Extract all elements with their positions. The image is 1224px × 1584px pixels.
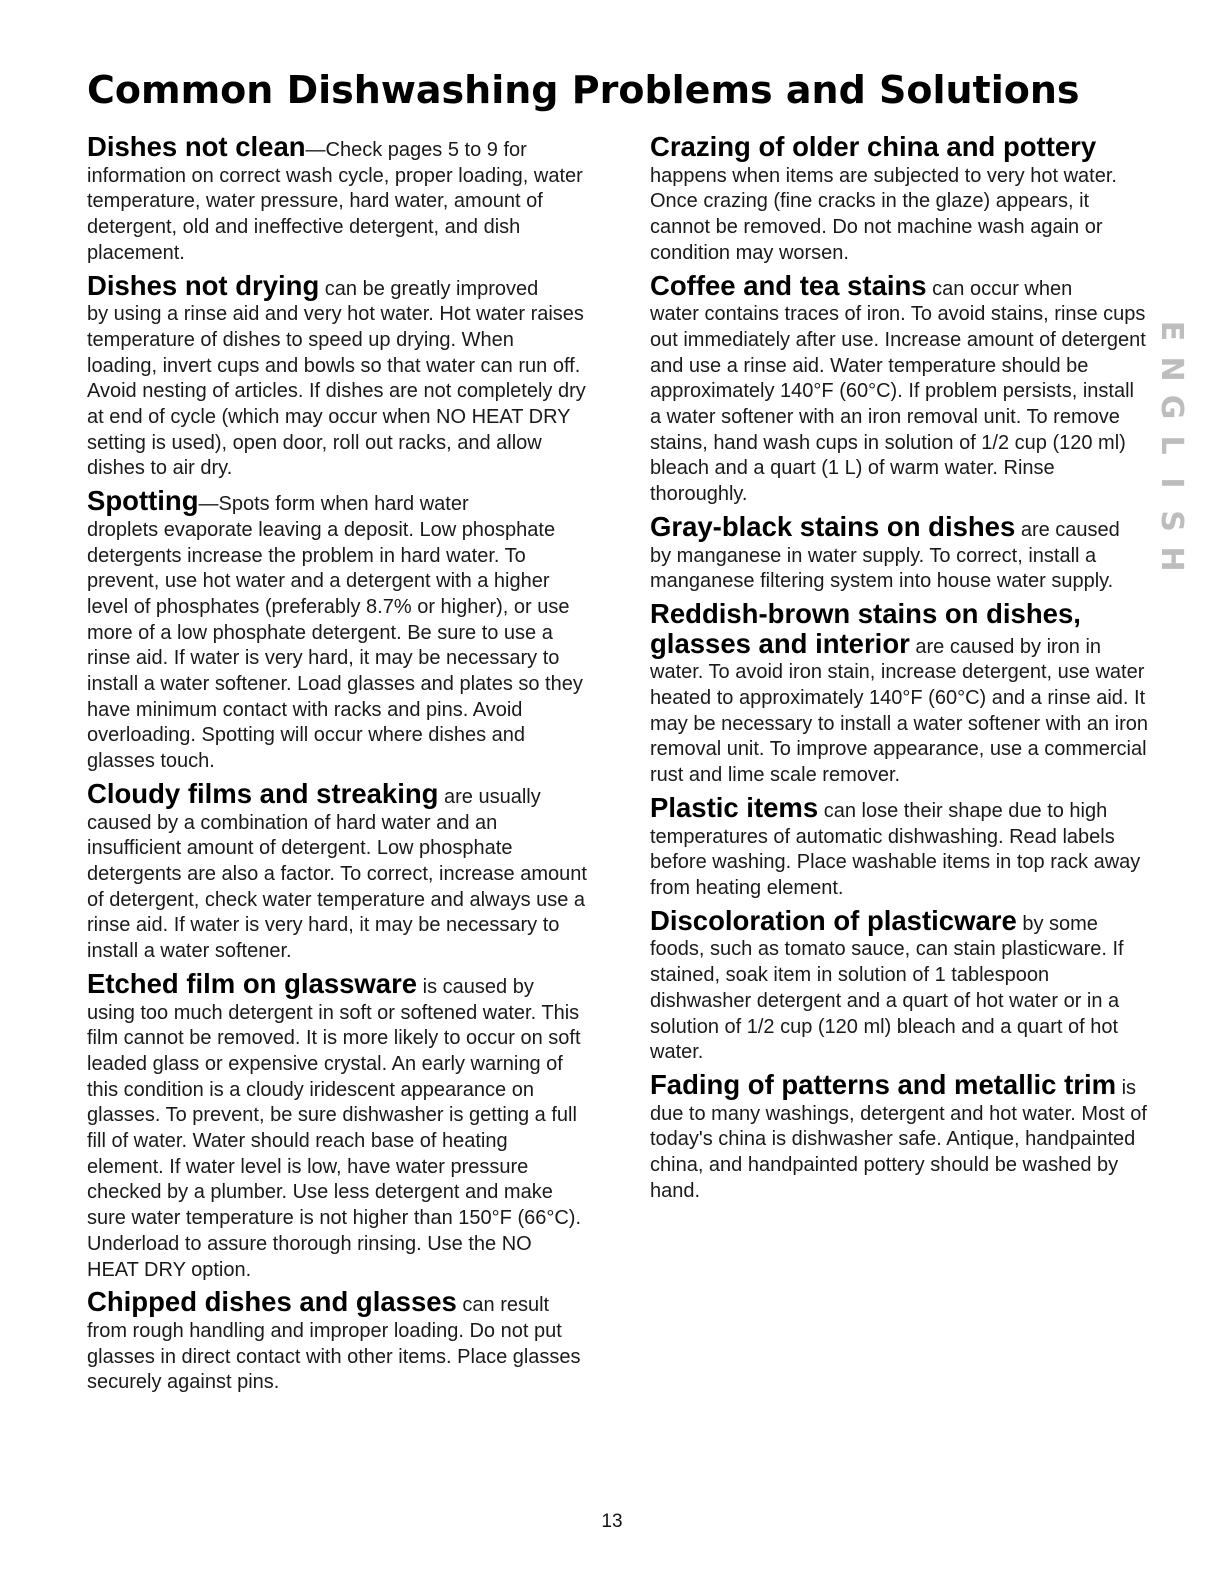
entry-plastic-items xyxy=(650,791,1150,902)
entry-dishes-not-clean xyxy=(87,131,587,267)
entry-chipped-dishes xyxy=(87,1286,587,1396)
entry-fading-patterns xyxy=(650,1068,1150,1205)
entry-body: using too much detergent in soft or softened water. This film cannot be removed. It is more likely to occur on soft leaded glass or expensive crystal. An early warning of this condition is a cloudy iridescent appearance on glasses. To prevent, be sure dishwasher is getting a full fill of water. Water should reach base of heating element. If water level is low, have water pressure checked by a plumber. Use less detergent and make sure water temperature is not higher than 150°F (66°C). Underload to assure thorough rinsing. Use the NO HEAT DRY option. xyxy=(87,1001,582,1281)
page-title: Common Dishwashing Problems and Solutions xyxy=(87,68,1080,112)
entry-lead: are caused by iron in xyxy=(909,635,1102,658)
entry-heading: Dishes not clean xyxy=(87,131,306,162)
entry-lead: can be greatly improved xyxy=(319,277,539,300)
entry-lead: are caused xyxy=(1015,518,1120,541)
entry-body: water contains traces of iron. To avoid stains, rinse cups out immediately after use. Increase amount of detergent and use a rinse aid. Water temperature should be approximately 140°F (60°C). If problem persists, install a water softener with an iron removal unit. To remove stains, hand wash cups in solution of 1/2 cup (120 ml) bleach and a quart (1 L) of warm water. Rinse thoroughly. xyxy=(650,303,1146,506)
entry-heading: Spotting xyxy=(87,485,199,517)
entry-body: happens when items are subjected to very hot water. Once crazing (fine cracks in the glaze) appears, it cannot be removed. Do not machine wash again or condition may worsen. xyxy=(650,164,1117,264)
side-tab-letter: I xyxy=(1154,477,1189,489)
entry-body: by using a rinse aid and very hot water. Hot water raises temperature of dishes to speed up drying. When loading, invert cups and bowls so that water can run off. Avoid nesting of articles. If dishes are not completely dry at end of cycle (which may occur when NO HEAT DRY setting is used), open door, roll out racks, and allow dishes to air dry. xyxy=(87,303,586,480)
side-tab-letter: L xyxy=(1154,435,1189,455)
entry-heading: Coffee and tea stains xyxy=(650,269,927,301)
entry-crazing xyxy=(650,131,1150,267)
side-tab-letter: G xyxy=(1154,394,1189,420)
entry-heading: Dishes not drying xyxy=(87,269,320,301)
entry-heading: Reddish-brown stains on dishes, glasses and interior xyxy=(650,597,1081,659)
entry-heading: Fading of patterns and metallic trim xyxy=(650,1068,1117,1100)
entry-body: foods, such as tomato sauce, can stain plasticware. If stained, soak item in solution of 1 tablespoon dishwasher detergent and a quart of hot water or in a solution of 1/2 cup (120 ml) bleach and a quart of hot water. xyxy=(650,938,1124,1064)
entry-body: from rough handling and improper loading. Do not put glasses in direct contact with other items. Place glasses securely against pins. xyxy=(87,1319,581,1394)
side-tab-letter: S xyxy=(1154,510,1189,532)
entry-spotting xyxy=(87,485,587,775)
entry-body: caused by a combination of hard water and an insufficient amount of detergent. Low phosphate detergents are also a factor. To correct, increase amount of detergent, check water temperature and always use a rinse aid. If water is very hard, it may be necessary to install a water softener. xyxy=(87,811,587,963)
entry-gray-black-stains xyxy=(650,510,1150,595)
entry-reddish-brown-stains xyxy=(650,597,1150,789)
entry-lead: —Spots form when hard water xyxy=(198,493,469,516)
entry-lead: can result xyxy=(456,1294,550,1317)
entry-cloudy-films xyxy=(87,777,587,965)
side-tab-letter: H xyxy=(1154,546,1189,572)
entry-coffee-tea-stains xyxy=(650,269,1150,508)
entry-heading: Gray-black stains on dishes xyxy=(650,510,1016,542)
entry-body: temperatures of automatic dishwashing. Read labels before washing. Place washable items in top rack away from heating element. xyxy=(650,825,1141,899)
entry-discoloration-plasticware xyxy=(650,904,1150,1066)
page-number: 13 xyxy=(601,1511,623,1532)
entry-lead: —Check pages 5 to 9 for xyxy=(305,139,527,161)
entry-body: droplets evaporate leaving a deposit. Low phosphate detergents increase the problem in hard water. To prevent, use hot water and a detergent with a higher level of phosphates (preferably 8.7% or higher), or use more of a low phosphate detergent. Be sure to use a rinse aid. If water is very hard, it may be necessary to install a water softener. Load glasses and plates so they have minimum contact with racks and pins. Avoid overloading. Spotting will occur where dishes and glasses touch. xyxy=(87,518,583,773)
entry-heading: Cloudy films and streaking xyxy=(87,777,439,809)
side-tab-letter: E xyxy=(1154,320,1189,342)
entry-dishes-not-drying xyxy=(87,269,587,483)
entry-heading: Etched film on glassware xyxy=(87,967,418,999)
entry-body: water. To avoid iron stain, increase detergent, use water heated to approximately 140°F (60°C) and a rinse aid. It may be necessary to install a water softener with an iron removal unit. To improve appearance, use a commercial rust and lime scale remover. xyxy=(650,661,1149,787)
entry-body: due to many washings, detergent and hot water. Most of today's china is dishwasher safe. Antique, handpainted china, and handpainted pottery should be washed by hand. xyxy=(650,1102,1147,1202)
entry-heading: Chipped dishes and glasses xyxy=(87,1286,457,1318)
entry-lead: can lose their shape due to high xyxy=(818,799,1108,822)
side-tab-letter: N xyxy=(1154,356,1189,382)
entry-lead: is xyxy=(1116,1076,1137,1099)
left-column xyxy=(87,131,587,1402)
entry-lead: by some xyxy=(1016,912,1098,935)
entry-etched-film xyxy=(87,967,587,1283)
right-column xyxy=(650,131,1150,1210)
entry-lead: can occur when xyxy=(926,277,1073,300)
entry-body: by manganese in water supply. To correct, install a manganese filtering system into house water supply. xyxy=(650,544,1114,593)
entry-body: information on correct wash cycle, proper loading, water temperature, water pressure, hard water, amount of detergent, old and ineffective detergent, and dish placement. xyxy=(87,164,583,264)
entry-heading: Crazing of older china and pottery xyxy=(650,131,1097,162)
entry-heading: Discoloration of plasticware xyxy=(650,904,1017,936)
english-side-tab xyxy=(1154,312,1189,578)
entry-heading: Plastic items xyxy=(650,791,819,823)
entry-lead: is caused by xyxy=(417,975,534,998)
entry-lead: are usually xyxy=(438,785,541,808)
